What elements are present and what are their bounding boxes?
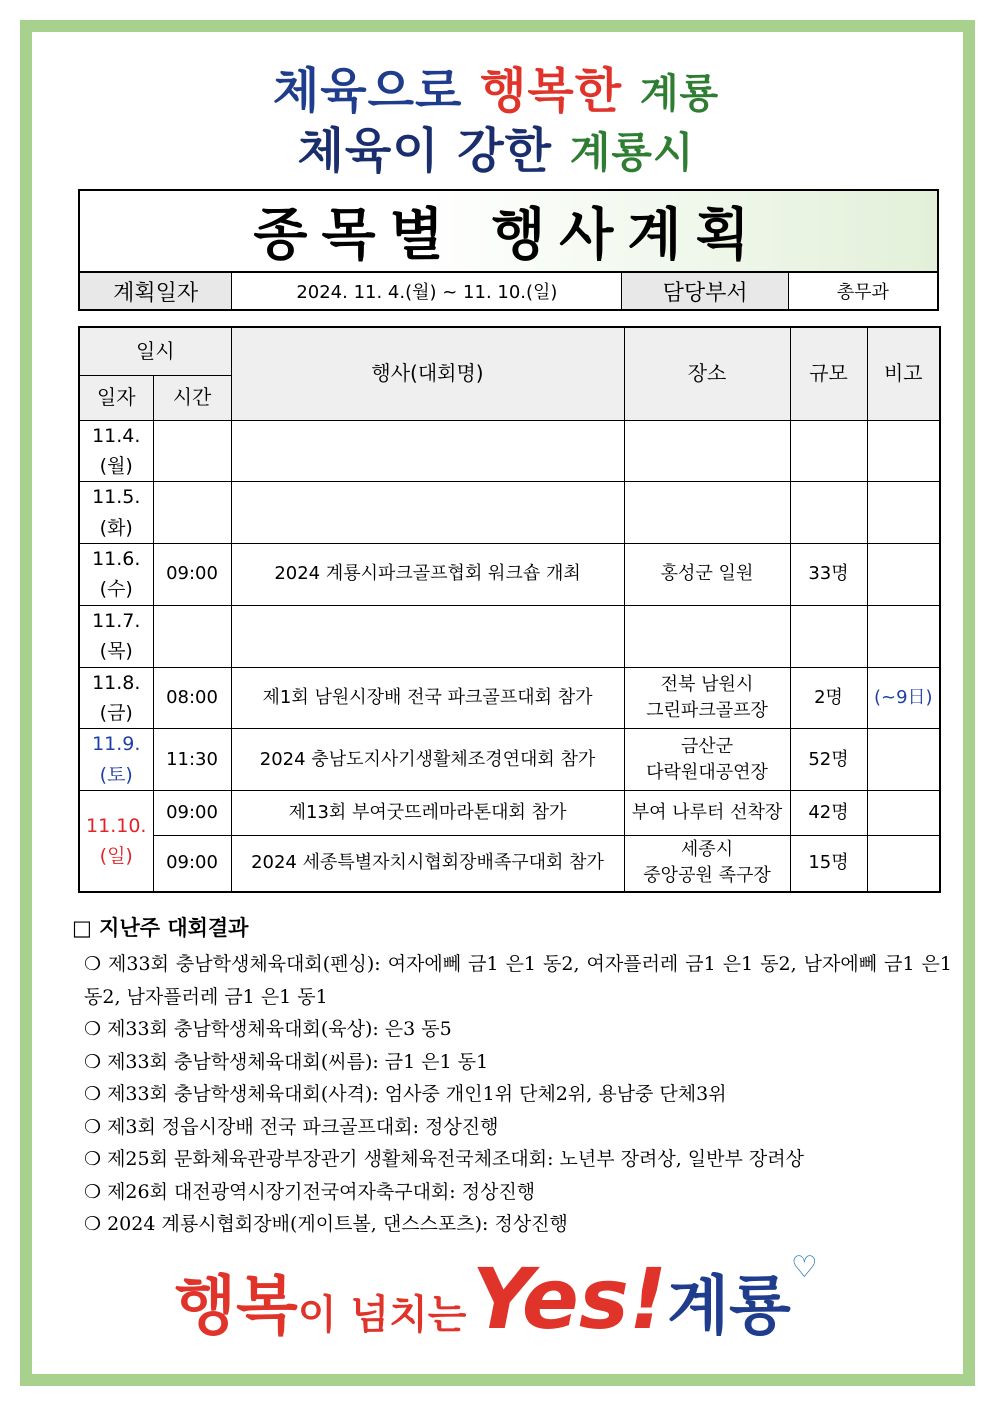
row-scale: 33명 (790, 544, 867, 606)
row-date: 11.6. (수) (79, 544, 153, 606)
row-place: 세종시 중앙공원 족구장 (624, 836, 790, 892)
dept-value: 총무과 (836, 282, 889, 303)
list-item: ❍ 제33회 충남학생체육대회(펜싱): 여자에뻬 금1 은1 동2, 여자플러레 금1 은1 동2, 남자에뻬 금1 은1 동2, 남자플러레 금1 은1 동1 (84, 953, 952, 1008)
header-time: 시간 (153, 375, 231, 420)
row-date: 11.9. (토) (79, 729, 153, 791)
row-scale: 15명 (790, 836, 867, 892)
row-date: 11.7. (목) (79, 605, 153, 667)
results-heading: □ 지난주 대회결과 (72, 916, 249, 940)
table-row (79, 420, 940, 482)
event-plan-table (78, 326, 941, 893)
list-item: ❍ 2024 계룡시협회장배(게이트볼, 댄스스포츠): 정상진행 (84, 1213, 568, 1235)
plan-date-value: 2024. 11. 4.(월) ~ 11. 10.(일) (232, 273, 622, 309)
dept-label: 담당부서 (622, 273, 788, 309)
row-scale: 2명 (790, 667, 867, 729)
plan-date-label: 계획일자 (80, 273, 232, 309)
document-title: 종목별 행사계획 (253, 203, 764, 268)
row-date: 11.10. (일) (79, 791, 153, 892)
slogan-line-1: 체육으로 행복한 계룡 (272, 63, 720, 119)
row-event: 2024 충남도지사기생활체조경연대회 참가 (231, 729, 624, 791)
row-date: 11.5. (화) (79, 482, 153, 544)
row-time: 09:00 (153, 836, 231, 892)
row-event: 제13회 부여굿뜨레마라톤대회 참가 (231, 791, 624, 836)
row-place: 홍성군 일원 (624, 544, 790, 606)
row-place: 전북 남원시 그린파크골프장 (624, 667, 790, 729)
row-note: (~9日) (867, 667, 940, 729)
results-list (72, 948, 952, 1241)
table-row (79, 729, 940, 791)
plan-info-row (78, 272, 939, 311)
row-time: 09:00 (153, 791, 231, 836)
list-item: ❍ 제33회 충남학생체육대회(씨름): 금1 은1 동1 (84, 1050, 489, 1073)
row-place: 금산군 다락원대공연장 (624, 729, 790, 791)
list-item: ❍ 제3회 정읍시장배 전국 파크골프대회: 정상진행 (84, 1115, 499, 1138)
row-event: 2024 세종특별자치시협회장배족구대회 참가 (231, 836, 624, 892)
row-event: 제1회 남원시장배 전국 파크골프대회 참가 (231, 667, 624, 729)
row-date: 11.8. (금) (79, 667, 153, 729)
row-place: 부여 나루터 선착장 (624, 791, 790, 836)
row-scale: 42명 (790, 791, 867, 836)
row-time: 08:00 (153, 667, 231, 729)
row-date: 11.4. (월) (79, 420, 153, 482)
last-week-results (72, 912, 952, 1241)
heart-icon: ♡ (790, 1250, 818, 1285)
table-row (79, 605, 940, 667)
table-row (79, 544, 940, 606)
row-time: 11:30 (153, 729, 231, 791)
table-row (79, 836, 940, 892)
table-row (79, 667, 940, 729)
bottom-slogan-logo: 행복이 넘치는 Yes!계룡♡ (174, 1250, 818, 1348)
table-row (79, 791, 940, 836)
header-place: 장소 (624, 327, 790, 420)
header-event: 행사(대회명) (231, 327, 624, 420)
header-date: 일자 (79, 375, 153, 420)
header-datetime: 일시 (79, 327, 231, 375)
header-scale: 규모 (790, 327, 867, 420)
list-item: ❍ 제33회 충남학생체육대회(사격): 엄사중 개인1위 단체2위, 용남중 단체3위 (84, 1083, 727, 1105)
slogan-line-2: 체육이 강한 계룡시 (297, 123, 695, 179)
row-time: 09:00 (153, 544, 231, 606)
row-scale: 52명 (790, 729, 867, 791)
list-item: ❍ 제25회 문화체육관광부장관기 생활체육전국체조대회: 노년부 장려상, 일반부 장려상 (84, 1148, 804, 1170)
table-row (79, 482, 940, 544)
list-item: ❍ 제26회 대전광역시장기전국여자축구대회: 정상진행 (84, 1180, 536, 1203)
row-event: 2024 계룡시파크골프협회 워크숍 개최 (231, 544, 624, 606)
header-note: 비고 (867, 327, 940, 420)
list-item: ❍ 제33회 충남학생체육대회(육상): 은3 동5 (84, 1018, 452, 1040)
document-title-box (78, 189, 939, 273)
